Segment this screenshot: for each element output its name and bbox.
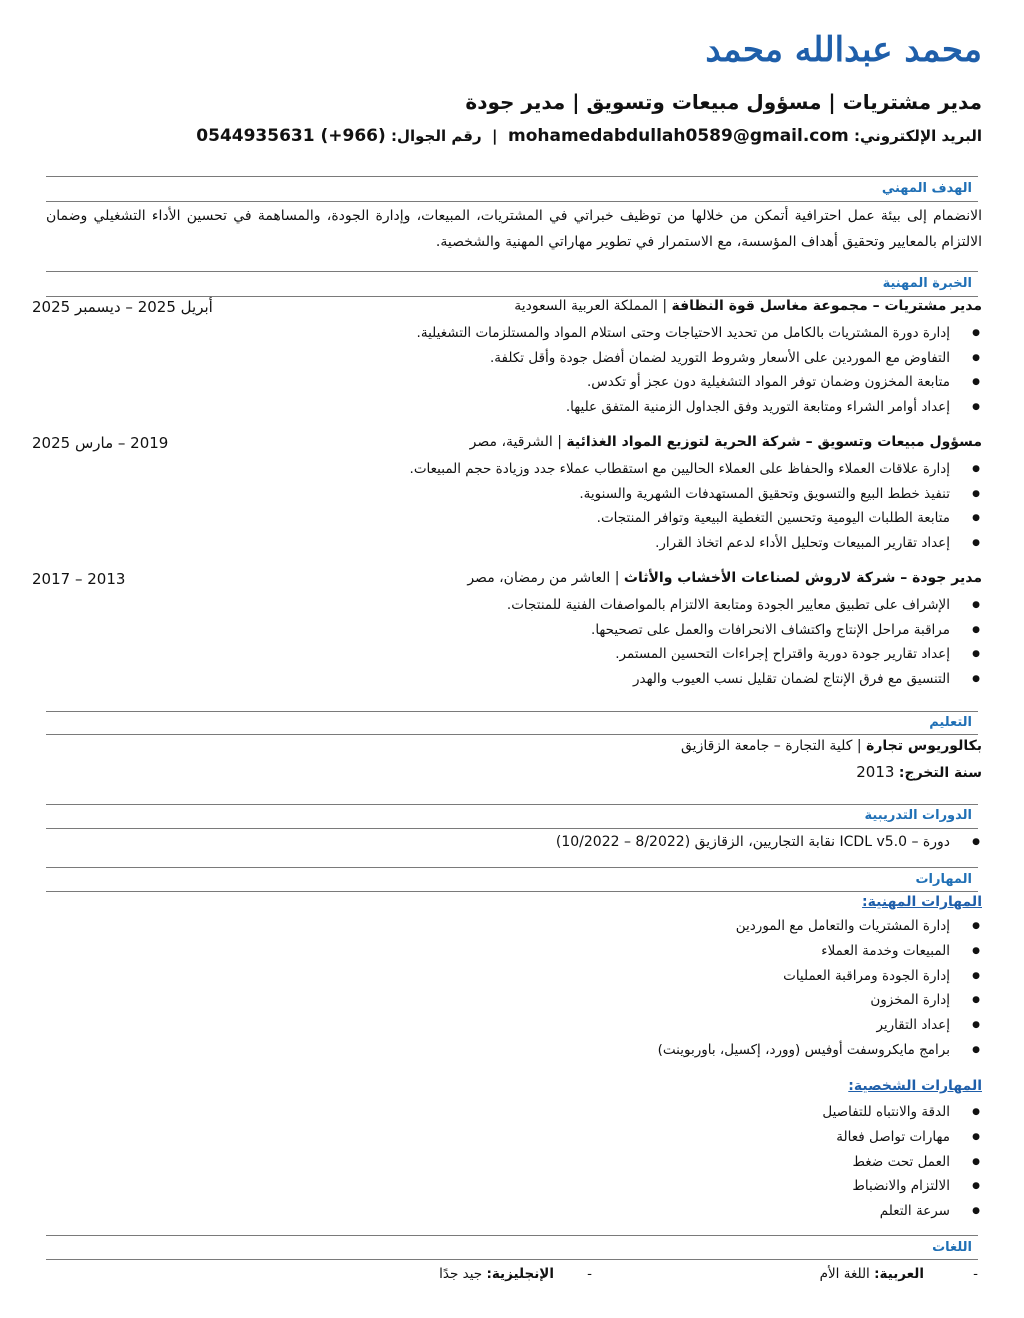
job-dates: 2019 – مارس 2025 [32, 434, 169, 452]
job-location: | الشرقية، مصر [469, 434, 562, 450]
section-rule [46, 201, 978, 202]
list-item: ● متابعة المخزون وضمان توفر المواد التشغيلية دون عجز أو تكدس. [417, 370, 950, 395]
college: | كلية التجارة – جامعة الزقازيق [681, 738, 862, 754]
list-item: ● الإشراف على تطبيق معايير الجودة ومتابعة الالتزام بالمواصفات الفنية للمنتجات. [507, 593, 950, 618]
list-item: ● العمل تحت ضغط [822, 1150, 950, 1175]
list-item: ● التفاوض مع الموردين على الأسعار وشروط التوريد لضمان أفضل جودة وأقل تكلفة. [417, 346, 950, 371]
subheading-personal-skills: المهارات الشخصية: [848, 1078, 982, 1094]
section-title-education: التعليم [929, 715, 972, 730]
email-link[interactable]: mohamedabdullah0589@gmail.com [507, 126, 849, 146]
personal-skills-list [822, 1100, 950, 1224]
contact-separator: | [492, 127, 498, 145]
section-rule [46, 1235, 978, 1236]
list-item: ● دورة – ICDL v5.0 نقابة التجاريين، الزقازيق (8/2022 – 10/2022) [556, 830, 950, 855]
job-title: مدير مشتريات – مجموعة مغاسل قوة النظافة [671, 298, 982, 314]
list-item: ● إعداد أوامر الشراء ومتابعة التوريد وفق الجداول الزمنية المتفق عليها. [417, 395, 950, 420]
job-bullets [417, 321, 950, 419]
job-header [30, 434, 982, 456]
graduation-year: 2013 [856, 763, 895, 781]
job-title-line [467, 570, 982, 586]
job-bullets [410, 457, 950, 555]
section-rule [46, 734, 978, 735]
list-item: ● مهارات تواصل فعالة [822, 1125, 950, 1150]
list-item: ● إعداد تقارير جودة دورية واقتراح إجراءات التحسين المستمر. [507, 642, 950, 667]
phone-label: رقم الجوال: [391, 127, 482, 145]
list-item: ● الدقة والانتباه للتفاصيل [822, 1100, 950, 1125]
graduation-line [856, 763, 982, 781]
job-title: مدير جودة – شركة لاروش لصناعات الأخشاب والأثاث [623, 570, 982, 586]
languages-row [200, 1266, 978, 1288]
job-title-line [470, 434, 982, 450]
section-title-skills: المهارات [915, 872, 972, 887]
language-level: اللغة الأم [819, 1266, 870, 1282]
job-dates: 2013 – 2017 [32, 570, 126, 588]
job-title-line [514, 298, 982, 314]
candidate-name: محمد عبدالله محمد [705, 30, 982, 70]
list-item: ● المبيعات وخدمة العملاء [658, 939, 950, 964]
section-rule [46, 828, 978, 829]
section-title-languages: اللغات [932, 1240, 972, 1255]
objective-text: الانضمام إلى بيئة عمل احترافية أتمكن من خلالها من توظيف خبراتي في المشتريات، المبيعات، وإدارة الجودة، والمساهمة في تحسين الأداء التشغيلي وضمان الالتزام بالمعايير وتحقيق أهداف المؤسسة، مع الاستمرار في تطوير مهاراتي المهنية والشخصية. [46, 208, 982, 250]
list-item: ● إدارة المخزون [658, 988, 950, 1013]
job-bullets [507, 593, 950, 691]
job-title: مسؤول مبيعات وتسويق – شركة الحرية لتوزيع المواد الغذائية [566, 434, 982, 450]
language-name: الإنجليزية: [486, 1266, 554, 1282]
language-english [439, 1266, 554, 1282]
list-item: ● برامج مايكروسفت أوفيس (وورد، إكسيل، باوربوينت) [658, 1038, 950, 1063]
job-header [30, 570, 982, 592]
list-item: ● الالتزام والانضباط [822, 1174, 950, 1199]
section-rule [46, 1259, 978, 1260]
section-rule [46, 271, 978, 272]
training-list [556, 830, 950, 855]
language-arabic [820, 1266, 924, 1282]
section-title-objective: الهدف المهني [881, 181, 972, 196]
section-rule [46, 176, 978, 177]
section-title-training: الدورات التدريبية [864, 808, 972, 823]
job-header [30, 298, 982, 320]
dash-bullet: - [587, 1266, 592, 1282]
list-item: ● سرعة التعلم [822, 1199, 950, 1224]
list-item: ● إعداد تقارير المبيعات وتحليل الأداء لدعم اتخاذ القرار. [410, 531, 950, 556]
list-item: ● التنسيق مع فرق الإنتاج لضمان تقليل نسب العيوب والهدر [507, 667, 950, 692]
subheading-professional-skills: المهارات المهنية: [862, 894, 982, 910]
degree: بكالوريوس تجارة [866, 738, 982, 754]
list-item: ● إعداد التقارير [658, 1013, 950, 1038]
graduation-label: سنة التخرج: [898, 765, 982, 781]
section-rule [46, 804, 978, 805]
section-title-experience: الخبرة المهنية [882, 276, 972, 291]
section-rule [46, 867, 978, 868]
job-location: | العاشر من رمضان، مصر [467, 570, 620, 586]
professional-skills-list [658, 914, 950, 1063]
headline: مدير مشتريات | مسؤول مبيعات وتسويق | مدير جودة [465, 90, 982, 114]
list-item: ● مراقبة مراحل الإنتاج واكتشاف الانحرافات والعمل على تصحيحها. [507, 618, 950, 643]
degree-line [681, 738, 982, 754]
section-rule [46, 296, 978, 297]
section-rule [46, 711, 978, 712]
language-level: جيد جدًا [439, 1266, 483, 1282]
list-item: ● متابعة الطلبات اليومية وتحسين التغطية البيعية وتوافر المنتجات. [410, 506, 950, 531]
section-rule [46, 891, 978, 892]
list-item: ● إدارة الجودة ومراقبة العمليات [658, 964, 950, 989]
list-item: ● إدارة علاقات العملاء والحفاظ على العملاء الحاليين مع استقطاب عملاء جدد وزيادة حجم المبيعات. [410, 457, 950, 482]
list-item: ● إدارة دورة المشتريات بالكامل من تحديد الاحتياجات وحتى استلام المواد والمستلزمات التشغيلية. [417, 321, 950, 346]
job-location: | المملكة العربية السعودية [514, 298, 668, 314]
list-item: ● إدارة المشتريات والتعامل مع الموردين [658, 914, 950, 939]
dash-bullet: - [973, 1266, 978, 1282]
language-name: العربية: [874, 1266, 924, 1282]
job-dates: أبريل 2025 – ديسمبر 2025 [32, 298, 213, 316]
list-item: ● تنفيذ خطط البيع والتسويق وتحقيق المستهدفات الشهرية والسنوية. [410, 482, 950, 507]
contact-line [196, 126, 982, 146]
phone-number[interactable]: 0544935631 (+966) [196, 126, 386, 146]
email-label: البريد الإلكتروني: [854, 127, 982, 145]
